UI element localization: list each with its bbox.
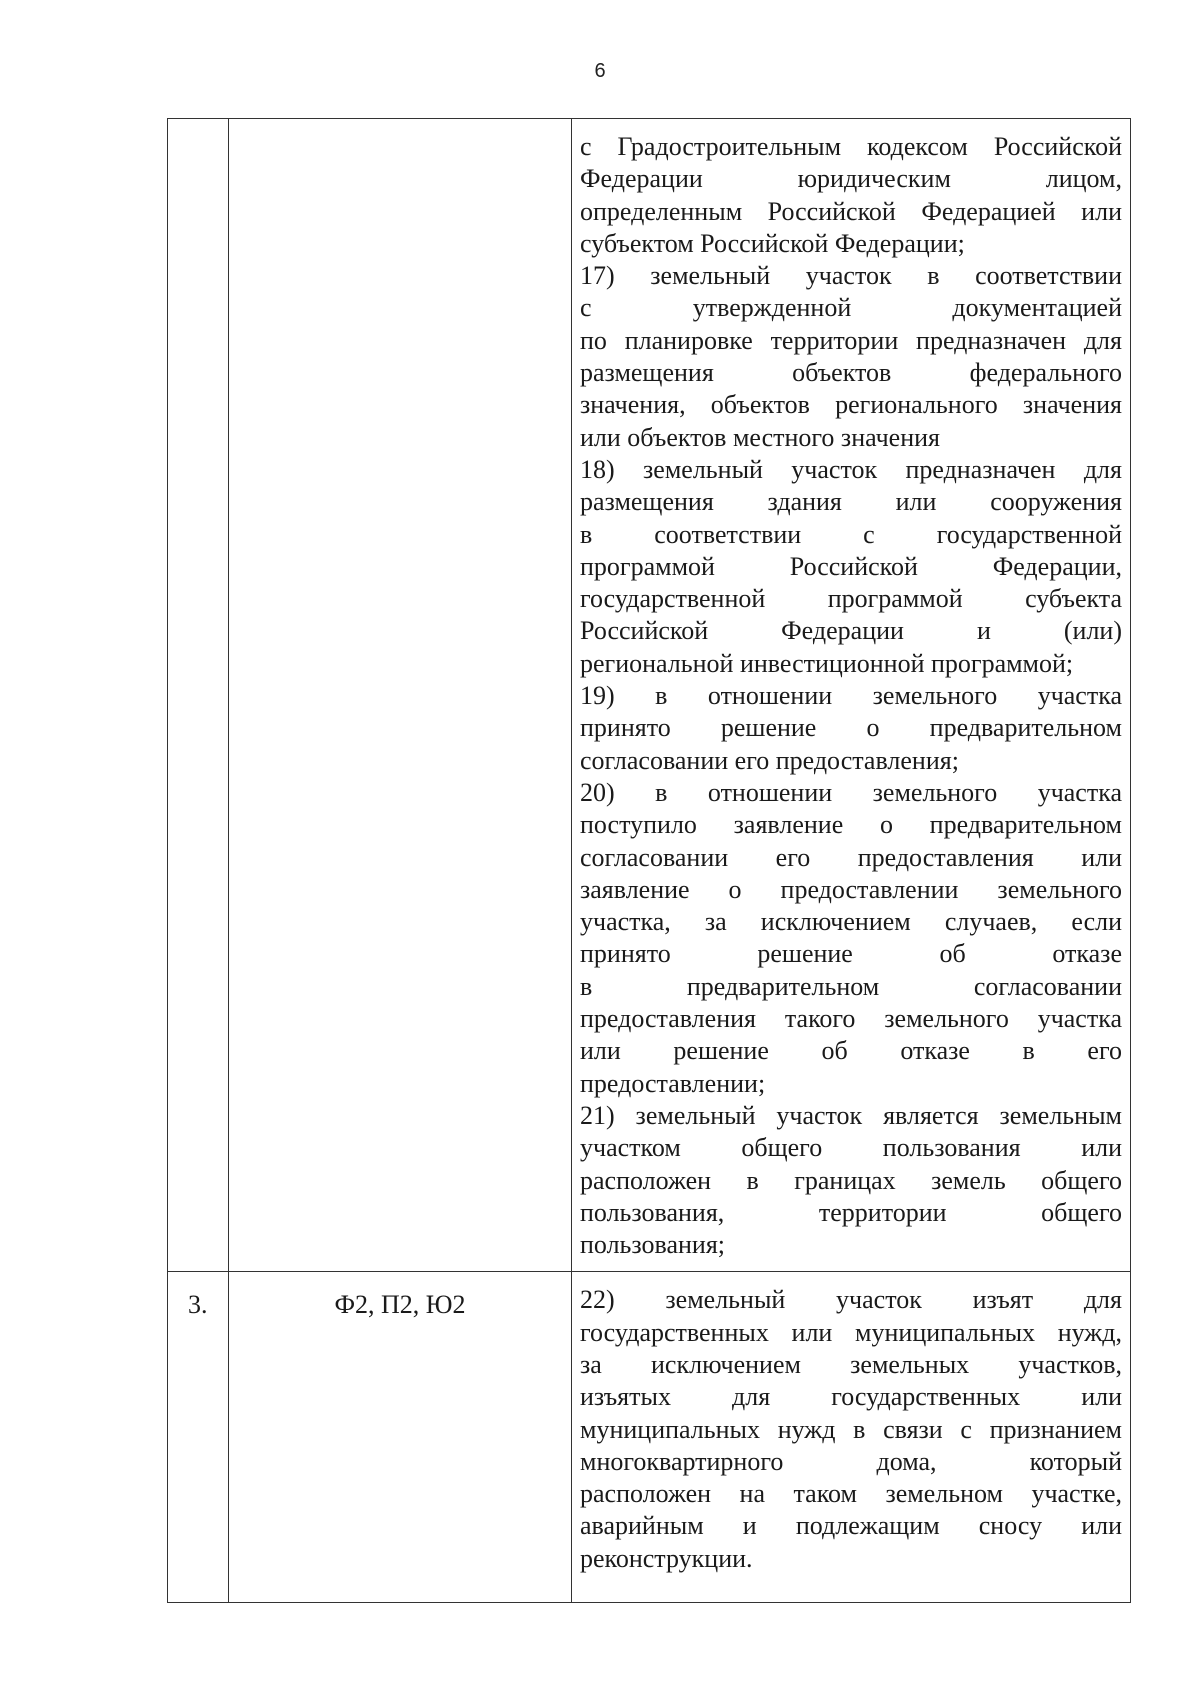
- text-line: 19) в отношении земельного участка: [580, 681, 1122, 711]
- text-line: расположен на таком земельном участке,: [580, 1479, 1122, 1509]
- text-line: региональной инвестиционной программой;: [580, 648, 1074, 678]
- table-row: [168, 1272, 1131, 1603]
- text-line: в соответствии с государственной: [580, 519, 1122, 549]
- text-line: определенным Российской Федерацией или: [580, 196, 1122, 226]
- text-line: государственной программой субъекта: [580, 584, 1122, 614]
- text-line: по планировке территории предназначен для: [580, 325, 1122, 355]
- text-line: 21) земельный участок является земельным: [580, 1100, 1122, 1130]
- table-row: [168, 119, 1131, 1272]
- text-line: предоставления такого земельного участка: [580, 1004, 1122, 1034]
- text-line: 17) земельный участок в соответствии: [580, 261, 1122, 291]
- text-line: участком общего пользования или: [580, 1133, 1122, 1163]
- text-line: заявление о предоставлении земельного: [580, 874, 1122, 904]
- document-table: [167, 118, 1131, 1603]
- text-line: согласовании его предоставления или: [580, 842, 1122, 872]
- row-number-cell: [168, 119, 229, 1272]
- text-line: программой Российской Федерации,: [580, 551, 1122, 581]
- text-line: за исключением земельных участков,: [580, 1349, 1122, 1379]
- text-line: пользования, территории общего: [580, 1197, 1122, 1227]
- text-line: поступило заявление о предварительном: [580, 810, 1122, 840]
- text-line: принято решение о предварительном: [580, 713, 1122, 743]
- text-line: субъектом Российской Федерации;: [580, 228, 965, 258]
- row-code-cell: [229, 119, 572, 1272]
- page-number: 6: [594, 60, 606, 82]
- row-text-cell: [572, 1272, 1131, 1603]
- text-line: реконструкции.: [580, 1543, 753, 1573]
- text-line: 18) земельный участок предназначен для: [580, 454, 1122, 484]
- text-line: размещения здания или сооружения: [580, 487, 1122, 517]
- text-line: Федерации юридическим лицом,: [580, 164, 1122, 194]
- text-line: в предварительном согласовании: [580, 971, 1122, 1001]
- text-line: многоквартирного дома, который: [580, 1446, 1122, 1476]
- text-line: значения, объектов регионального значения: [580, 390, 1122, 420]
- text-line: 22) земельный участок изъят для: [580, 1285, 1122, 1315]
- text-line: с Градостроительным кодексом Российской: [580, 132, 1122, 161]
- text-line: изъятых для государственных или: [580, 1382, 1122, 1412]
- text-line: согласовании его предоставления;: [580, 745, 959, 775]
- text-line: принято решение об отказе: [580, 939, 1122, 969]
- text-line: пользования;: [580, 1230, 726, 1260]
- text-line: Российской Федерации и (или): [580, 616, 1122, 646]
- text-line: 20) в отношении земельного участка: [580, 777, 1122, 807]
- text-line: муниципальных нужд в связи с признанием: [580, 1414, 1122, 1444]
- text-line: расположен в границах земель общего: [580, 1165, 1122, 1195]
- text-line: размещения объектов федерального: [580, 358, 1122, 388]
- text-line: или решение об отказе в его: [580, 1036, 1122, 1066]
- text-line: государственных или муниципальных нужд,: [580, 1317, 1122, 1347]
- text-line: аварийным и подлежащим сносу или: [580, 1511, 1122, 1541]
- row-code-cell: Ф2, П2, Ю2: [229, 1272, 572, 1603]
- text-line: предоставлении;: [580, 1068, 766, 1098]
- row-number-cell: 3.: [168, 1272, 229, 1603]
- text-line: с утвержденной документацией: [580, 293, 1122, 323]
- row-text-cell: [572, 119, 1131, 1272]
- text-line: участка, за исключением случаев, если: [580, 907, 1122, 937]
- text-line: или объектов местного значения: [580, 422, 941, 452]
- table-body: [168, 119, 1131, 1603]
